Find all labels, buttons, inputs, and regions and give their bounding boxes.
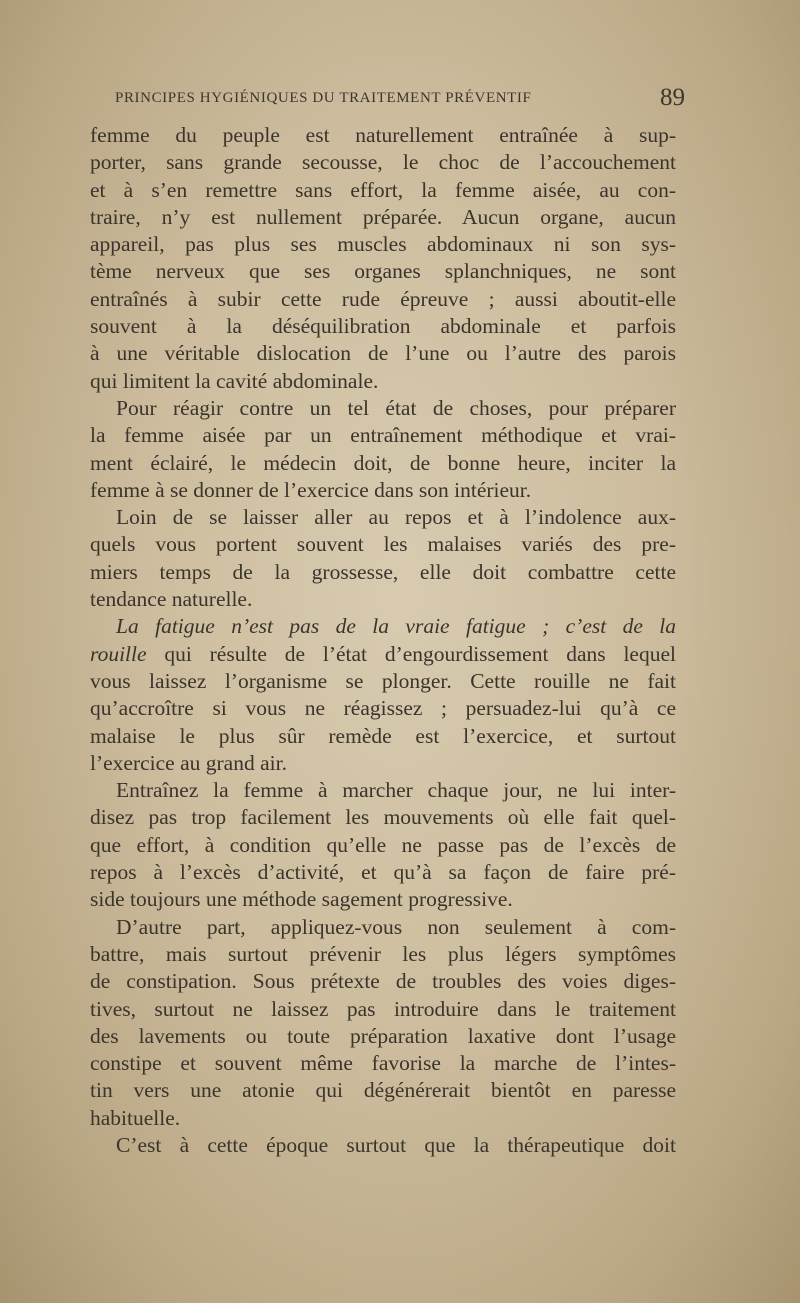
text-line: Entraînez la femme à marcher chaque jour, ne lui inter-: [116, 778, 676, 803]
text-line: tives, surtout ne laissez pas introduire dans le traitement: [90, 996, 676, 1021]
text-line: et à s’en remettre sans effort, la femme aisée, au con-: [90, 177, 676, 202]
text-line: D’autre part, appliquez-vous non seulement à com-: [116, 914, 676, 939]
text-line: tendance naturelle.: [90, 587, 253, 612]
text-line: que effort, à condition qu’elle ne passe pas de l’excès de: [90, 832, 676, 857]
text-line: Loin de se laisser aller au repos et à l’indolence aux-: [116, 505, 676, 530]
text-line: traire, n’y est nullement préparée. Aucun organe, aucun: [90, 204, 676, 229]
text-line: quels vous portent souvent les malaises variés des pre-: [90, 532, 676, 557]
text-fragment: qui résulte de l’état d’engourdissement dans lequel: [164, 641, 676, 666]
page-header: [115, 86, 685, 116]
text-line: malaise le plus sûr remède est l’exercice, et surtout: [90, 723, 676, 748]
text-line: femme du peuple est naturellement entraînée à sup-: [90, 123, 676, 147]
text-line: side toujours une méthode sagement progressive.: [90, 887, 513, 912]
text-line: battre, mais surtout prévenir les plus légers symptômes: [90, 941, 676, 966]
text-line: l’exercice au grand air.: [90, 750, 287, 775]
text-line: disez pas trop facilement les mouvements où elle fait quel-: [90, 805, 676, 830]
text-line: appareil, pas plus ses muscles abdominaux ni son sys-: [90, 232, 676, 257]
text-line: entraînés à subir cette rude épreuve ; aussi aboutit-elle: [90, 286, 676, 311]
text-line-mixed: [90, 641, 676, 668]
text-line: tème nerveux que ses organes splanchniques, ne sont: [90, 259, 676, 284]
text-line: repos à l’excès d’activité, et qu’à sa façon de faire pré-: [90, 860, 676, 885]
text-line: tin vers une atonie qui dégénérerait bientôt en paresse: [90, 1078, 676, 1103]
italic-word: rouille: [90, 641, 147, 666]
text-line: Pour réagir contre un tel état de choses, pour préparer: [116, 395, 676, 420]
body-text: [90, 122, 676, 1159]
text-line: porter, sans grande secousse, le choc de l’accouchement: [90, 150, 676, 175]
text-line: de constipation. Sous prétexte de troubles des voies diges-: [90, 969, 676, 994]
text-line: miers temps de la grossesse, elle doit combattre cette: [90, 559, 676, 584]
text-line: C’est à cette époque surtout que la thérapeutique doit: [116, 1132, 676, 1157]
text-line: qui limitent la cavité abdominale.: [90, 368, 379, 393]
text-line: vous laissez l’organisme se plonger. Cette rouille ne fait: [90, 668, 676, 693]
text-line: des lavements ou toute préparation laxative dont l’usage: [90, 1023, 676, 1048]
text-line: à une véritable dislocation de l’une ou l’autre des parois: [90, 341, 676, 366]
running-head: PRINCIPES HYGIÉNIQUES DU TRAITEMENT PRÉVENTIF: [115, 90, 532, 106]
text-line: habituelle.: [90, 1105, 181, 1130]
text-line: la femme aisée par un entraînement méthodique et vrai-: [90, 423, 676, 448]
text-line-italic: La fatigue n’est pas de la vraie fatigue ; c’est de la: [116, 614, 676, 639]
page-number: 89: [660, 84, 685, 111]
text-line: souvent à la déséquilibration abdominale et parfois: [90, 314, 676, 339]
text-line: femme à se donner de l’exercice dans son intérieur.: [90, 477, 532, 502]
text-line: constipe et souvent même favorise la marche de l’intes-: [90, 1051, 676, 1076]
text-line: qu’accroître si vous ne réagissez ; persuadez-lui qu’à ce: [90, 696, 676, 721]
text-line: ment éclairé, le médecin doit, de bonne heure, inciter la: [90, 450, 676, 475]
